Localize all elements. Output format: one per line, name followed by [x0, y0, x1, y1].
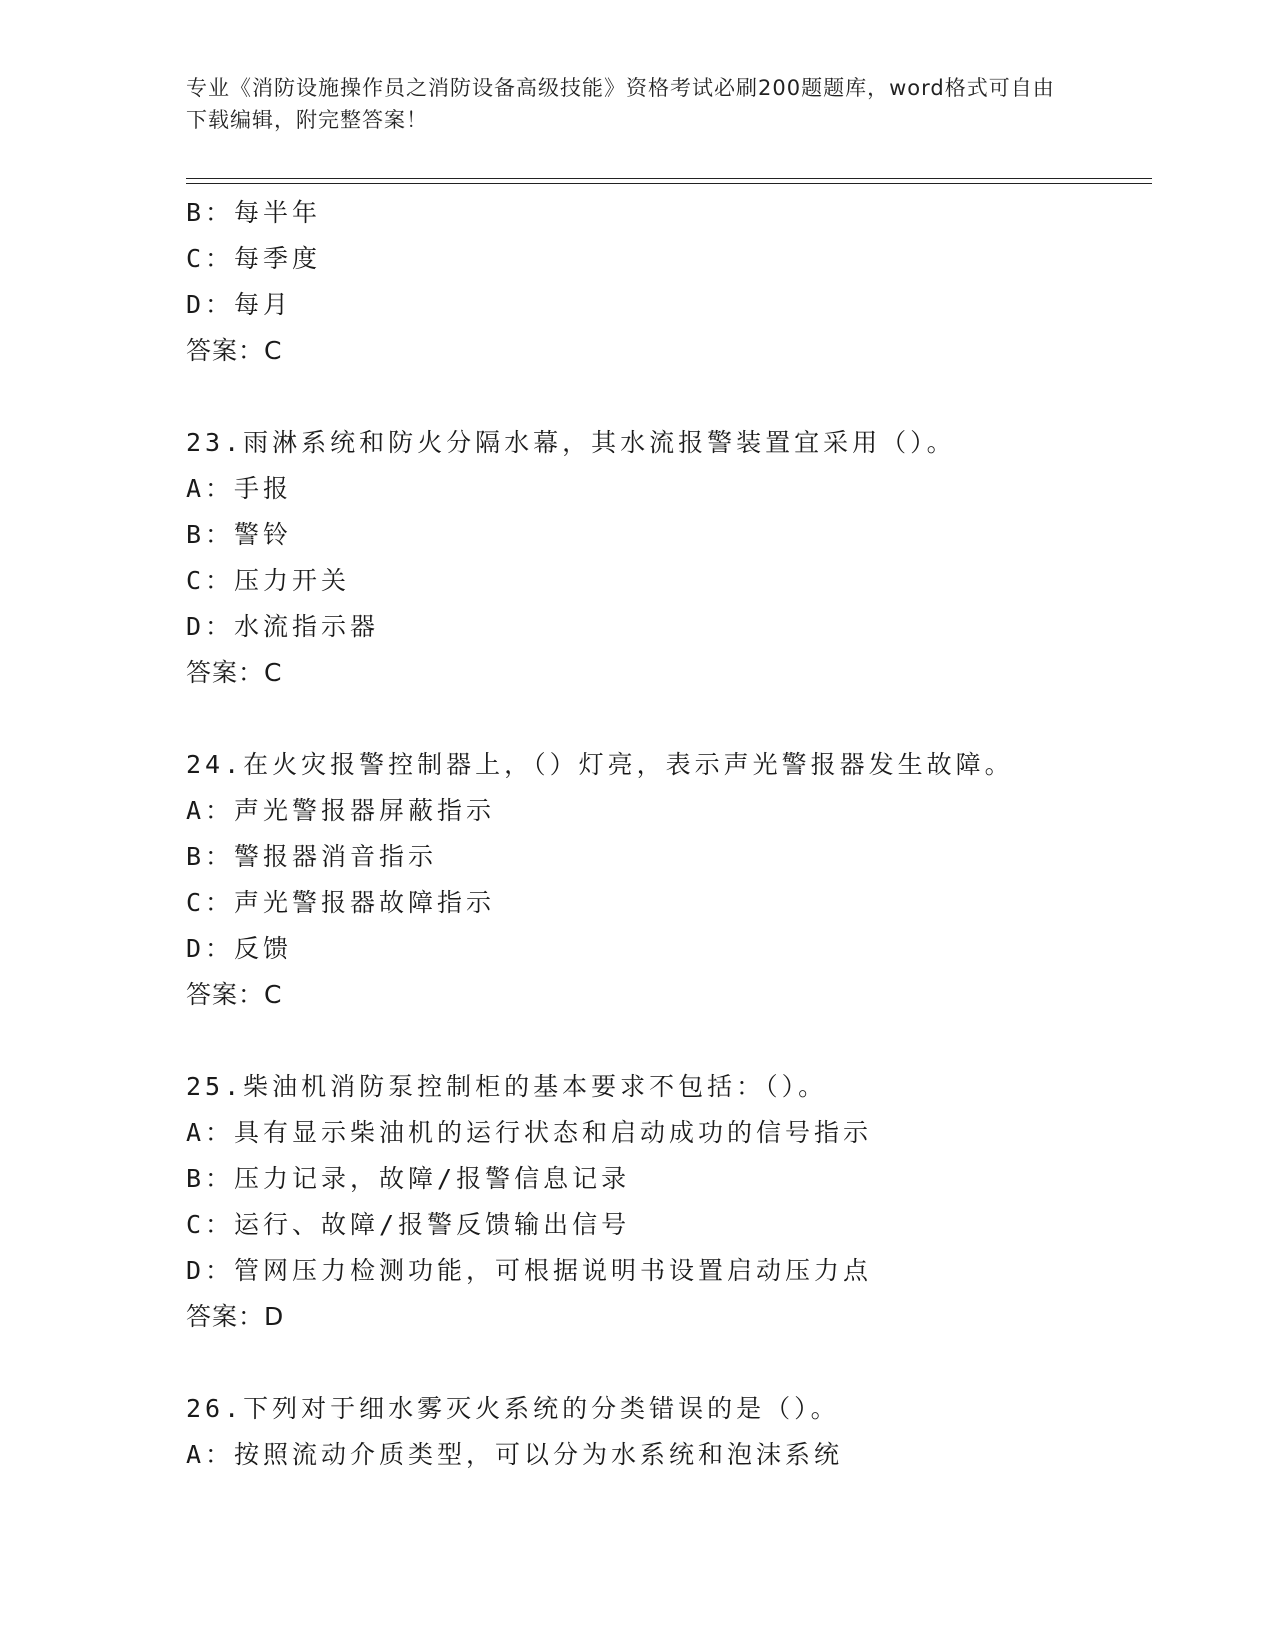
option-b: B：警铃: [186, 520, 293, 549]
option-d: D：反馈: [186, 934, 293, 963]
spacer: [186, 1018, 1152, 1064]
option-a: A：按照流动介质类型，可以分为水系统和泡沫系统: [186, 1440, 844, 1469]
question-stem: 25.柴油机消防泵控制柜的基本要求不包括：（）。: [186, 1072, 828, 1101]
option-c: C：每季度: [186, 244, 322, 273]
question-23: [186, 420, 1152, 696]
option-b: B：每半年: [186, 198, 322, 227]
option-c: C：压力开关: [186, 566, 351, 595]
option-a: A：手报: [186, 474, 293, 503]
option-c: C：运行、故障/报警反馈输出信号: [186, 1210, 631, 1239]
option-d: D：水流指示器: [186, 612, 380, 641]
header-rule-top: [186, 178, 1152, 179]
question-24: [186, 742, 1152, 1018]
question-26: [186, 1386, 1152, 1478]
question-stem: 24.在火灾报警控制器上，（）灯亮，表示声光警报器发生故障。: [186, 750, 1014, 779]
option-b: B：压力记录，故障/报警信息记录: [186, 1164, 631, 1193]
answer-line: 答案：D: [186, 1302, 285, 1331]
spacer: [186, 696, 1152, 742]
question-continued: [186, 190, 1152, 374]
option-c: C：声光警报器故障指示: [186, 888, 496, 917]
question-stem: 23.雨淋系统和防火分隔水幕，其水流报警装置宜采用（）。: [186, 428, 956, 457]
question-stem: 26.下列对于细水雾灭火系统的分类错误的是（）。: [186, 1394, 840, 1423]
question-25: [186, 1064, 1152, 1340]
header-rule-bottom: [186, 183, 1152, 184]
spacer: [186, 374, 1152, 420]
document-header: 专业《消防设施操作员之消防设备高级技能》资格考试必刷200题题库，word格式可自由下载编辑，附完整答案！: [186, 76, 1055, 132]
answer-line: 答案：C: [186, 336, 283, 365]
option-b: B：警报器消音指示: [186, 842, 438, 871]
option-d: D：每月: [186, 290, 293, 319]
option-d: D：管网压力检测功能，可根据说明书设置启动压力点: [186, 1256, 873, 1285]
answer-line: 答案：C: [186, 658, 283, 687]
document-content: [186, 190, 1152, 1478]
option-a: A：声光警报器屏蔽指示: [186, 796, 496, 825]
answer-line: 答案：C: [186, 980, 283, 1009]
option-a: A：具有显示柴油机的运行状态和启动成功的信号指示: [186, 1118, 873, 1147]
spacer: [186, 1340, 1152, 1386]
